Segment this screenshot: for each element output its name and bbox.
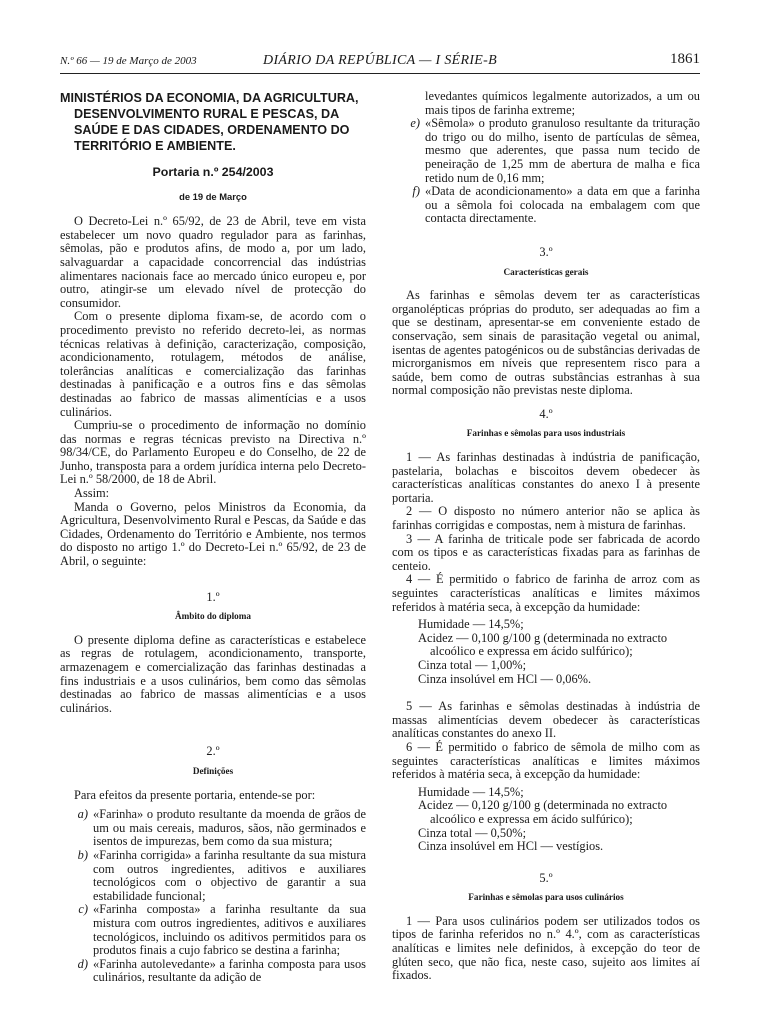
definition-item	[392, 117, 700, 185]
issue-info: N.º 66 — 19 de Março de 2003	[60, 55, 197, 67]
item-label: f)	[412, 184, 420, 199]
left-column	[60, 90, 366, 985]
article-title: Características gerais	[503, 266, 589, 277]
definition-item	[392, 185, 700, 226]
article-number: 3.º	[539, 244, 553, 259]
paragraph: Cumpriu-se o procedimento de informação no domínio das normas e regras técnicas previsto na Directiva n.º 98/34/CE, do Parlamento Europeu e do Conselho, de 22 de Junho, transposta para a ordem jurídica interna pelo Decreto-Lei n.º 58/2000, de 18 de Abril.	[60, 418, 366, 487]
right-column	[392, 90, 700, 983]
paragraph: Com o presente diploma fixam-se, de acordo com o procedimento previsto no referido decreto-lei, as normas técnicas relativas à definição, caracterização, composição, acondicionamento, rotulagem, métodos de análise, tolerâncias analíticas e comercialização das farinhas destinadas à panificação e a outros fins e das sêmolas destinadas ao fabrico de massas alimentícias e a usos culinários.	[60, 309, 366, 419]
item-text: «Farinha corrigida» a farinha resultante da sua mistura com outros ingredientes, aditivos e auxiliares tecnológicos com o objectivo de garantir a sua estabilidade funcional;	[93, 847, 366, 903]
definition-item	[60, 958, 366, 985]
article-title: Definições	[192, 765, 234, 776]
item-label: e)	[410, 116, 420, 131]
spec-line: Acidez — 0,100 g/100 g (determinada no extracto	[418, 630, 668, 645]
item-label: a)	[77, 807, 88, 822]
paragraph: 4 — É permitido o fabrico de farinha de arroz com as seguintes características analíticas e limites máximos referidos à matéria seca, à excepção da humidade:	[392, 572, 700, 614]
item-text: levedantes químicos legalmente autorizados, a um ou mais tipos de farinha extreme;	[425, 89, 700, 117]
paragraph: Assim:	[74, 486, 110, 501]
paragraph: 6 — É permitido o fabrico de sêmola de milho com as seguintes características analíticas e limites máximos referidos à matéria seca, à excepção da humidade:	[392, 739, 700, 782]
paragraph: 2 — O disposto no número anterior não se aplica às farinhas corrigidas e compostas, nem à mistura de farinhas.	[392, 504, 700, 533]
article-title: Farinhas e sêmolas para usos industriais	[466, 428, 626, 439]
item-text: «Sêmola» o produto granuloso resultante da trituração do trigo ou do milho, isento de partículas de sêmea, mesmo que aderentes, que passa num tecido de peneiração de 1,25 mm de abertura de malha e fica retido num de 0,16 mm;	[425, 116, 700, 185]
portaria-title: Portaria n.º 254/2003	[152, 165, 274, 179]
corn-semolina-specs	[392, 786, 700, 854]
page-header	[60, 53, 700, 74]
article-title: Farinhas e sêmolas para usos culinários	[468, 892, 624, 903]
item-label: d)	[77, 956, 88, 971]
paragraph: 1 — As farinhas destinadas à indústria de panificação, pastelaria, bolachas e biscoitos devem obedecer às características analíticas constantes do anexo I à presente portaria.	[392, 450, 700, 505]
paragraph: O Decreto-Lei n.º 65/92, de 23 de Abril, teve em vista estabelecer um novo quadro regulador para as farinhas, sêmolas, pão e produtos afins, de modo a, por um lado, salvaguardar a capacidade concorrencial das indústrias alimentares nacionais face ao mercado único europeu e, por outro, atingir-se um elevado nível de protecção do consumidor.	[60, 214, 366, 310]
paragraph: 5 — As farinhas e sêmolas destinadas à indústria de massas alimentícias devem obedecer às características analíticas constantes do anexo II.	[392, 699, 700, 741]
ministry-heading: MINISTÉRIOS DA ECONOMIA, DA AGRICULTURA, DESENVOLVIMENTO RURAL E PESCAS, DA SAÚDE E DAS CIDADES, ORDENAMENTO DO TERRITÓRIO E AMBIENTE.	[60, 91, 359, 153]
spec-line: Cinza total — 0,50%;	[418, 825, 527, 840]
item-label: c)	[78, 902, 88, 917]
article-number: 2.º	[206, 744, 220, 759]
paragraph: As farinhas e sêmolas devem ter as características organolépticas próprias do produto, ser adequadas ao fim a que se destinam, apresentar-se em conveniente estado de conservação, sem sinais de parasitação vegetal ou animal, isentas de agentes patogénicos ou de substâncias derivadas de microrganismos em níveis que representem risco para a saúde, bem como de outras substâncias estranhas à sua normal composição não previstas neste diploma.	[392, 288, 700, 398]
spec-line: alcoólico e expressa em ácido sulfúrico);	[430, 644, 633, 659]
spec-line: Cinza insolúvel em HCl — vestígios.	[418, 839, 604, 854]
rice-flour-specs	[392, 618, 700, 686]
article-number: 1.º	[206, 589, 220, 604]
article-number: 5.º	[539, 870, 553, 885]
paragraph: Para efeitos da presente portaria, entende-se por:	[74, 787, 316, 802]
portaria-date: de 19 de Março	[179, 190, 247, 202]
article-title: Âmbito do diploma	[174, 611, 252, 622]
article-number: 4.º	[539, 406, 553, 421]
paragraph: 3 — A farinha de triticale pode ser fabricada de acordo com os tipos e as características fixadas para as farinhas de centeio.	[392, 531, 700, 573]
item-label: b)	[77, 847, 88, 862]
item-text: «Farinha composta» a farinha resultante da sua mistura com outros ingredientes, aditivos e auxiliares tecnológicos, incluindo os aditivos permitidos para os produtos finais a cujo fabrico se destina a farinha;	[93, 902, 366, 958]
spec-line: Cinza insolúvel em HCl — 0,06%.	[418, 671, 592, 686]
definition-item	[60, 903, 366, 957]
spec-line: Humidade — 14,5%;	[418, 617, 524, 632]
page-number: 1861	[670, 51, 700, 67]
journal-title: DIÁRIO DA REPÚBLICA — I SÉRIE-B	[263, 53, 497, 68]
paragraph: Manda o Governo, pelos Ministros da Economia, da Agricultura, Desenvolvimento Rural e Pescas, da Saúde e das Cidades, Ordenamento do Território e Ambiente, nos termos do disposto no artigo 1.º do Decreto-Lei n.º 65/92, de 23 de Abril, o seguinte:	[60, 499, 366, 569]
item-text: «Farinha autolevedante» a farinha composta para usos culinários, resultante da adição de	[93, 956, 366, 985]
spec-line: alcoólico e expressa em ácido sulfúrico);	[430, 811, 633, 826]
paragraph: 1 — Para usos culinários podem ser utilizados todos os tipos de farinha referidos no n.º 4.º, com as características analíticas e limites nele definidos, à excepção do teor de glúten seco, que não fica, neste caso, sujeito aos limites aí fixados.	[392, 913, 700, 983]
item-text: «Farinha» o produto resultante da moenda de grãos de um ou mais cereais, maduros, sãos, não germinados e isentos de impurezas, bem como da sua mistura;	[93, 807, 366, 849]
spec-line: Cinza total — 1,00%;	[418, 657, 527, 672]
definition-item	[60, 808, 366, 849]
definition-item	[60, 849, 366, 903]
spec-line: Humidade — 14,5%;	[418, 784, 524, 799]
spec-line: Acidez — 0,120 g/100 g (determinada no extracto	[418, 798, 668, 813]
definition-item-continued	[392, 90, 700, 117]
paragraph: O presente diploma define as características e estabelece as regras de rotulagem, acondicionamento, transporte, armazenagem e comercialização das farinhas destinadas a fins industriais e a usos culinários, bem como das sêmolas destinadas ao fabrico de massas alimentícias e a usos culinários.	[60, 632, 366, 715]
item-text: «Data de acondicionamento» a data em que a farinha ou a sêmola foi colocada na embalagem com que contacta directamente.	[425, 184, 700, 226]
